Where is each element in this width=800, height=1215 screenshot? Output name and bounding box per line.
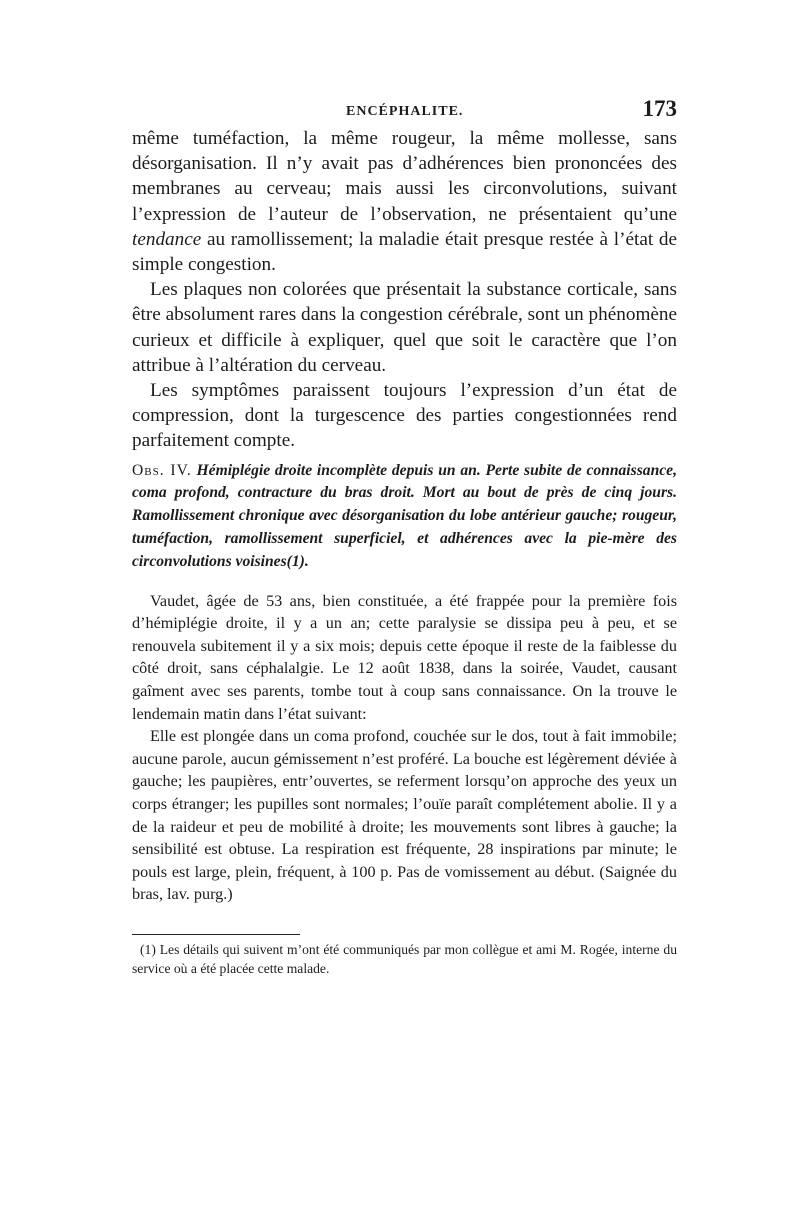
paragraph-symptomes: Les symptômes paraissent toujours l’expression d’un état de compression, dont la turgescence des parties congestionnées rend parfaitement compte. [132, 380, 677, 452]
book-page [132, 96, 677, 978]
paragraph-plaques: Les plaques non colorées que présentait la substance corticale, sans être absolument rares dans la congestion cérébrale, sont un phénomène curieux et difficile à expliquer, quel que soit le caractère que l’on attribue à l’altération du cerveau. [132, 279, 677, 376]
running-title: ENCÉPHALITE. [346, 104, 464, 119]
case-paragraph-history: Vaudet, âgée de 53 ans, bien constituée, a été frappée pour la première fois d’hémiplégie droite, il y a un an; cette paralysie se dissipa peu à peu, et se renouvela subitement il y a six mois; depuis cette époque il reste de la faiblesse du côté droit, sans céphalalgie. Le 12 août 1838, dans la soirée, Vaudet, causant gaîment avec ses parents, tombe tout à coup sans connaissance. On la trouve le lendemain matin dans l’état suivant: [132, 591, 677, 723]
case-paragraph-state: Elle est plongée dans un coma profond, couchée sur le dos, tout à fait immobile; aucune parole, aucun gémissement n’est proféré. La bouche est légèrement déviée à gauche; les paupières, entr’ouvertes, se referment lorsqu’on approche des yeux un corps étranger; les pupilles sont normales; l’ouïe paraît complétement abolie. Il y a de la raideur et peu de mobilité à droite; les mouvements sont libres à gauche; la sensibilité est obtuse. La respiration est fréquente, 28 inspirations par minute; le pouls est large, plein, fréquent, à 100 p. Pas de vomissement au début. (Saignée du bras, lav. purg.) [132, 727, 677, 904]
footnote-rule [132, 934, 300, 935]
paragraph-continuation [132, 126, 677, 277]
observation-heading [132, 454, 677, 574]
italic-emphasis: tendance [132, 228, 202, 250]
paragraph-text: même tuméfaction, la même rougeur, la même mollesse, sans désorganisation. Il n’y avait pas d’adhérences bien prononcées des membranes au cerveau; mais aussi les circonvolutions, suivant l’expression de l’auteur de l’observation, ne présentaient qu’une [132, 128, 677, 225]
observation-title: Hémiplégie droite incomplète depuis un an. Perte subite de connaissance, coma profond, contracture du bras droit. Mort au bout de près de cinq jours. Ramollissement chronique avec désorganisation du lobe antérieur gauche; rougeur, tuméfaction, ramollissement superficiel, et adhérences avec la pie-mère des circonvolutions voisines [132, 461, 677, 570]
footnote: (1) Les détails qui suivent m’ont été communiqués par mon collègue et ami M. Rogée, interne du service où a été placée cette malade. [132, 941, 677, 976]
page-number: 173 [642, 96, 677, 121]
observation-label: Obs. IV. [132, 461, 192, 479]
paragraph-text-end: au ramollissement; la maladie était presque restée à l’état de simple congestion. [132, 228, 677, 276]
page-header [132, 96, 677, 126]
footnote-reference: (1). [286, 552, 309, 570]
